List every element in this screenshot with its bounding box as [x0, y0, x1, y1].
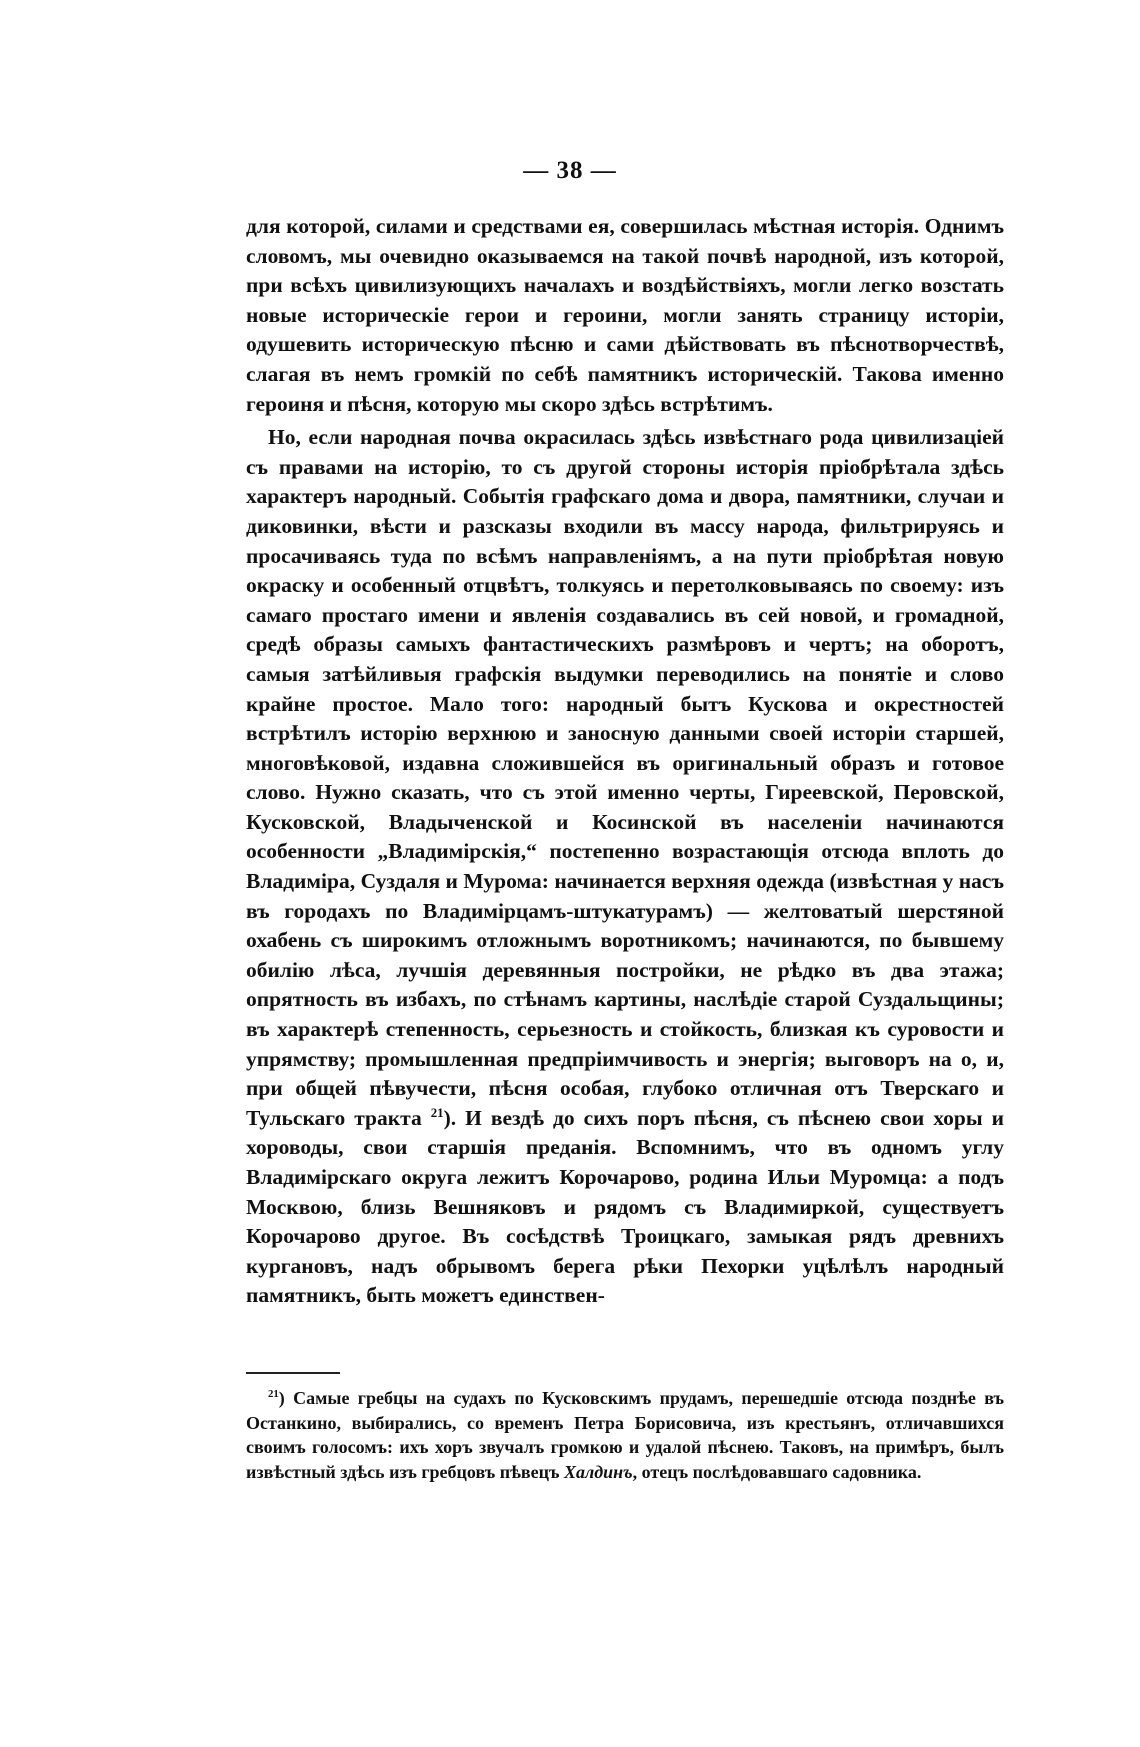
paragraph-1: для которой, силами и средствами ея, совершилась мѣстная исторія. Однимъ словомъ, мы очевидно оказываемся на такой почвѣ народной, изъ которой, при всѣхъ цивилизующихъ началахъ и воздѣйствіяхъ, могли легко возстать новые историческіе герои и героини, могли занять страницу исторіи, одушевить историческую пѣсню и сами дѣйствовать въ пѣснотворчествѣ, слагая въ немъ громкій по себѣ памятникъ историческій. Такова именно героиня и пѣсня, которую мы скоро здѣсь встрѣтимъ. [246, 214, 1004, 416]
paragraph-2 [246, 423, 1004, 1311]
paragraph-2-text-b: ). И вездѣ до сихъ поръ пѣсня, съ пѣснею свои хоры и хороводы, свои старшія преданія. Вспомнимъ, что въ одномъ углу Владимірскаго округа лежитъ Корочарово, родина Ильи Муромца: а подъ Москвою, близь Вешняковъ и рядомъ съ Владимиркой, существуетъ Корочарово другое. Въ сосѣдствѣ Троицкаго, замыкая рядъ древнихъ кургановъ, надъ обрывомъ берега рѣки Пехорки уцѣлѣлъ народный памятникъ, быть можетъ единствен- [246, 1105, 1005, 1308]
footnote-reference: 21 [430, 1105, 444, 1120]
footnote-text-b: , отецъ послѣдовавшаго садовника. [632, 1461, 922, 1482]
footnote-marker: 21 [268, 1388, 279, 1400]
page-number: — 38 — [523, 157, 617, 184]
footnote [246, 1386, 1004, 1484]
footnote-name-italic: Халдинъ [563, 1461, 633, 1482]
main-text [246, 212, 1004, 1311]
footnote-text-a: ) Самые гребцы на судахъ по Кусковскимъ прудамъ, перешедшіе отсюда позднѣе въ Останкино, выбирались, со временъ Петра Борисовича, изъ крестьянъ, отличавшихся своимъ голосомъ: ихъ хоръ звучалъ громкою и удалой пѣснею. Таковъ, на примѣръ, былъ извѣстный здѣсь изъ гребцовъ пѣвецъ [246, 1388, 1004, 1482]
paragraph-2-text-a: Но, если народная почва окрасилась здѣсь извѣстнаго рода цивилизаціей съ правами на исторію, то съ другой стороны исторія пріобрѣтала здѣсь характеръ народный. Событія графскаго дома и двора, памятники, случаи и диковинки, вѣсти и разсказы входили въ массу народа, фильтрируясь и просачиваясь туда по всѣмъ направленіямъ, а на пути пріобрѣтая новую окраску и особенный отцвѣтъ, толкуясь и перетолковываясь по своему: изъ самаго простаго имени и явленія создавались въ сей новой, и громадной, средѣ образы самыхъ фантастическихъ размѣровъ и чертъ; на оборотъ, самыя затѣйливыя графскія выдумки переводились на понятіе и слово крайне простое. Мало того: народный бытъ Кускова и окрестностей встрѣтилъ исторію верхнюю и заносную данными своей исторіи старшей, многовѣковой, издавна сложившейся въ оригинальный образъ и готовое слово. Нужно сказать, что съ этой именно черты, Гиреевской, Перовской, Кусковской, Владыченской и Косинской въ населеніи начинаются особенности „Владимірскія,“ постепенно возрастающія отсюда вплоть до Владиміра, Суздаля и Мурома: начинается верхняя одежда (извѣстная у насъ въ городахъ по Владимірцамъ-штукатурамъ) — желтоватый шерстяной охабень съ широкимъ отложнымъ воротникомъ; начинаются, по бывшему обилію лѣса, лучшія деревянныя постройки, не рѣдко въ два этажа; опрятность въ избахъ, по стѣнамъ картины, наслѣдіе старой Суздальщины; въ характерѣ степенность, серьезность и стойкость, близкая къ суровости и упрямству; промышленная предпріимчивость и энергія; выговоръ на о, и, при общей пѣвучести, пѣсня особая, глубоко отличная отъ Тверскаго и Тульскаго тракта [246, 425, 1004, 1130]
footnote-divider [246, 1372, 340, 1374]
